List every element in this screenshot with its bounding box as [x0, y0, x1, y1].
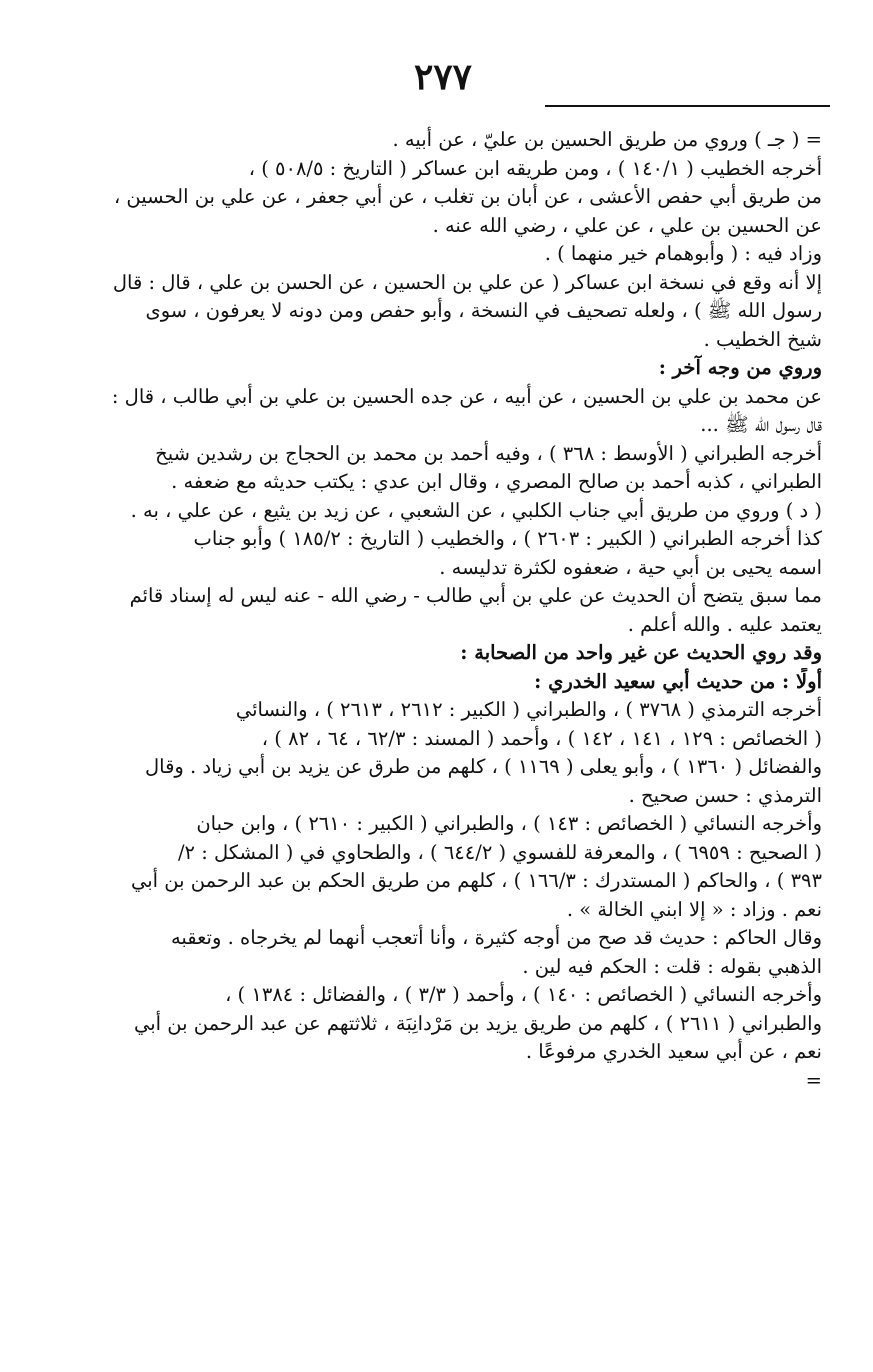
- text-line: =: [805, 1068, 822, 1092]
- text-line: أخرجه الطبراني ( الأوسط : ٣٦٨ ) ، وفيه أحمد بن محمد بن الحجاج بن رشدين شيخ: [155, 441, 822, 465]
- section-heading: وروي من وجه آخر :: [658, 356, 822, 379]
- text-line: وأخرجه النسائي ( الخصائص : ١٤٣ ) ، والطبراني ( الكبير : ٢٦١٠ ) ، وابن حبان: [196, 812, 822, 835]
- text-line: وأخرجه النسائي ( الخصائص : ١٤٠ ) ، وأحمد ( ٣/٣ ) ، والفضائل : ١٣٨٤ ) ،: [225, 983, 822, 1006]
- text-line: الترمذي : حسن صحيح .: [628, 783, 822, 807]
- text-line: نعم . وزاد : « إلا ابني الخالة » .: [566, 897, 822, 921]
- header-rule: [545, 105, 830, 107]
- text-line: والفضائل ( ١٣٦٠ ) ، وأبو يعلى ( ١١٦٩ ) ، كلهم من طرق عن يزيد بن أبي زياد . وقال: [144, 755, 822, 778]
- section-heading: أولًا : من حديث أبي سعيد الخدري :: [534, 669, 822, 693]
- text-line: إلا أنه وقع في نسخة ابن عساكر ( عن علي بن الحسين ، عن الحسن بن علي ، قال : قال: [112, 270, 822, 294]
- text-line: قال رسول الله ﷺ ...: [700, 413, 822, 436]
- body-text: [62, 126, 822, 1095]
- text-line: عن الحسين بن علي ، عن علي ، رضي الله عنه .: [432, 213, 822, 237]
- text-line: أخرجه الخطيب ( ١٤٠/١ ) ، ومن طريقه ابن عساكر ( التاريخ : ٥٠٨/٥ ) ،: [248, 156, 822, 180]
- text-line: من طريق أبي حفص الأعشى ، عن أبان بن تغلب ، عن أبي جعفر ، عن علي بن الحسين ،: [113, 185, 822, 208]
- text-line: كذا أخرجه الطبراني ( الكبير : ٢٦٠٣ ) ، والخطيب ( التاريخ : ١٨٥/٢ ) وأبو جناب: [193, 527, 822, 550]
- text-line: نعم ، عن أبي سعيد الخدري مرفوعًا .: [525, 1040, 822, 1063]
- text-line: عن محمد بن علي بن الحسين ، عن أبيه ، عن جده الحسين بن علي بن أبي طالب ، قال :: [111, 384, 822, 408]
- text-line: الذهبي بقوله : قلت : الحكم فيه لين .: [522, 954, 822, 978]
- section-heading: وقد روي الحديث عن غير واحد من الصحابة :: [460, 641, 822, 664]
- text-line: يعتمد عليه . والله أعلم .: [627, 612, 822, 636]
- text-line: اسمه يحيى بن أبي حية ، ضعفوه لكثرة تدليسه .: [439, 555, 822, 579]
- text-line: والطبراني ( ٢٦١١ ) ، كلهم من طريق يزيد بن مَرْدانِبَة ، ثلاثتهم عن عبد الرحمن بن أبي: [134, 1011, 822, 1035]
- page-number: ٢٧٧: [413, 56, 472, 98]
- text-line: مما سبق يتضح أن الحديث عن علي بن أبي طالب - رضي الله - عنه ليس له إسناد قائم: [129, 584, 822, 607]
- text-line: = ( جـ ) وروي من طريق الحسين بن عليّ ، عن أبيه .: [392, 128, 822, 151]
- text-line: ٣٩٣ ) ، والحاكم ( المستدرك : ١٦٦/٣ ) ، كلهم من طريق الحكم بن عبد الرحمن بن أبي: [131, 869, 822, 892]
- text-line: ( د ) وروي من طريق أبي جناب الكلبي ، عن الشعبي ، عن زيد بن يثيع ، عن علي ، به .: [130, 498, 822, 522]
- text-line: ( الصحيح : ٦٩٥٩ ) ، والمعرفة للفسوي ( ٦٤٤/٢ ) ، والطحاوي في ( المشكل : ٢/: [177, 840, 822, 864]
- text-line: شيخ الخطيب .: [703, 327, 822, 351]
- text-line: وقال الحاكم : حديث قد صح من أوجه كثيرة ، وأنا أتعجب أنهما لم يخرجاه . وتعقبه: [170, 926, 822, 949]
- text-line: أخرجه الترمذي ( ٣٧٦٨ ) ، والطبراني ( الكبير : ٢٦١٢ ، ٢٦١٣ ) ، والنسائي: [235, 698, 822, 721]
- text-line: وزاد فيه : ( وأبوهمام خير منهما ) .: [544, 242, 822, 265]
- text-line: ( الخصائص : ١٢٩ ، ١٤١ ، ١٤٢ ) ، وأحمد ( المسند : ٦٢/٣ ، ٦٤ ، ٨٢ ) ،: [261, 726, 822, 750]
- text-line: رسول الله ﷺ ) ، ولعله تصحيف في النسخة ، وأبو حفص ومن دونه لا يعرفون ، سوى: [145, 299, 822, 322]
- text-line: الطبراني ، كذبه أحمد بن صالح المصري ، وقال ابن عدي : يكتب حديثه مع ضعفه .: [171, 470, 822, 493]
